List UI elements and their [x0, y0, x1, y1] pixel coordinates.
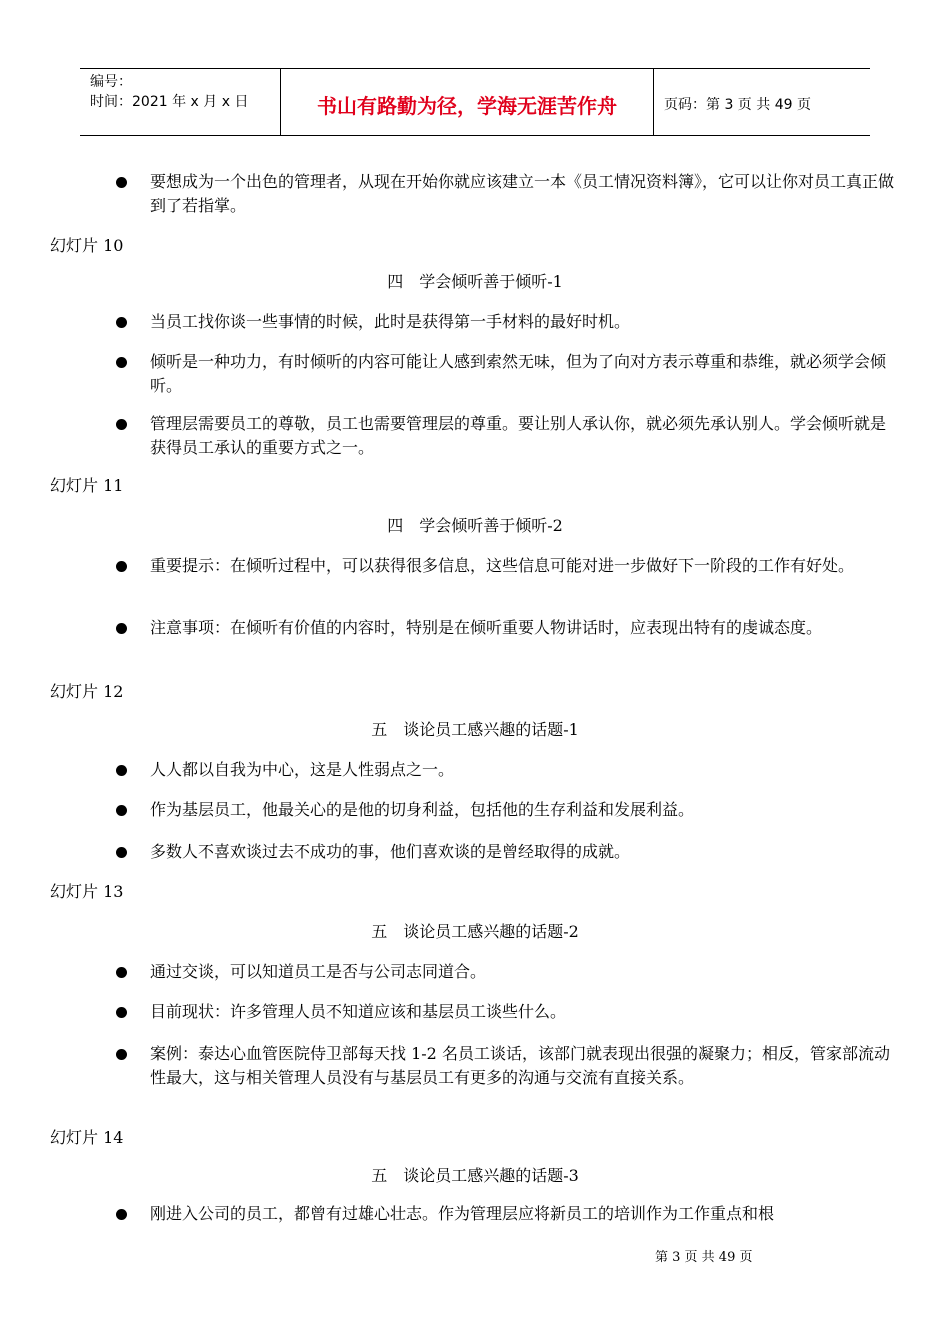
bullet-icon	[116, 1209, 127, 1220]
section-title: 五 谈论员工感兴趣的话题-3	[371, 1166, 579, 1185]
bullet-text: 多数人不喜欢谈过去不成功的事，他们喜欢谈的是曾经取得的成就。	[150, 842, 631, 861]
bullet-text: 目前现状：许多管理人员不知道应该和基层员工谈些什么。	[150, 1002, 567, 1021]
bullet-icon	[116, 1007, 127, 1018]
bullet-icon	[116, 1049, 127, 1060]
header-meta	[80, 69, 281, 135]
section-title: 四 学会倾听善于倾听-1	[387, 272, 563, 291]
bullet-item	[116, 840, 900, 864]
header-motto: 书山有路勤为径，学海无涯苦作舟	[281, 69, 654, 135]
bullet-icon	[116, 765, 127, 776]
bullet-text: 案例：泰达心血管医院侍卫部每天找 1-2 名员工谈话，该部门就表现出很强的凝聚力；相反，管家部流动性最大，这与相关管理人员没有与基层员工有更多的沟通与交流有直接关系。	[150, 1044, 890, 1087]
section-title: 五 谈论员工感兴趣的话题-1	[371, 720, 579, 739]
bullet-icon	[116, 561, 127, 572]
bullet-item	[116, 1000, 900, 1024]
bullet-icon	[116, 847, 127, 858]
bullet-icon	[116, 419, 127, 430]
bullet-text: 倾听是一种功力，有时倾听的内容可能让人感到索然无味，但为了向对方表示尊重和恭维，就必须学会倾听。	[150, 352, 887, 395]
section-title: 五 谈论员工感兴趣的话题-2	[371, 922, 579, 941]
bullet-item	[116, 1202, 900, 1226]
header-page-info: 页码：第 3 页 共 49 页	[664, 97, 811, 113]
slide-label: 幻灯片 14	[50, 1128, 124, 1147]
bullet-text: 作为基层员工，他最关心的是他的切身利益，包括他的生存利益和发展利益。	[150, 800, 695, 819]
bullet-item	[116, 798, 900, 822]
bullet-icon	[116, 805, 127, 816]
bullet-item	[116, 758, 900, 782]
bullet-icon	[116, 623, 127, 634]
page-header	[80, 68, 870, 136]
bullet-icon	[116, 317, 127, 328]
bullet-text: 要想成为一个出色的管理者，从现在开始你就应该建立一本《员工情况资料簿》，它可以让你对员工真正做到了若指掌。	[150, 172, 895, 215]
bullet-item	[116, 412, 900, 460]
bullet-text: 注意事项：在倾听有价值的内容时，特别是在倾听重要人物讲话时，应表现出特有的虔诚态度。	[150, 618, 823, 637]
bullet-item	[116, 1042, 900, 1090]
bullet-item	[116, 960, 900, 984]
bullet-icon	[116, 177, 127, 188]
doc-date: 时间：2021 年 x 月 x 日	[90, 94, 249, 110]
slide-label: 幻灯片 13	[50, 882, 124, 901]
bullet-text: 通过交谈，可以知道员工是否与公司志同道合。	[150, 962, 487, 981]
slide-label: 幻灯片 10	[50, 236, 124, 255]
bullet-text: 当员工找你谈一些事情的时候，此时是获得第一手材料的最好时机。	[150, 312, 631, 331]
slide-label: 幻灯片 12	[50, 682, 124, 701]
bullet-text: 重要提示：在倾听过程中，可以获得很多信息，这些信息可能对进一步做好下一阶段的工作有好处。	[150, 556, 855, 575]
bullet-item	[116, 554, 900, 578]
page-footer: 第 3 页 共 49 页	[655, 1250, 753, 1265]
section-title: 四 学会倾听善于倾听-2	[387, 516, 563, 535]
bullet-icon	[116, 357, 127, 368]
bullet-item	[116, 350, 900, 398]
bullet-item	[116, 310, 900, 334]
bullet-text: 管理层需要员工的尊敬，员工也需要管理层的尊重。要让别人承认你，就必须先承认别人。学会倾听就是获得员工承认的重要方式之一。	[150, 414, 887, 457]
bullet-icon	[116, 967, 127, 978]
bullet-item	[116, 616, 900, 640]
doc-code-label: 编号：	[90, 74, 132, 90]
bullet-item	[116, 170, 900, 218]
slide-label: 幻灯片 11	[50, 476, 124, 495]
bullet-text: 人人都以自我为中心，这是人性弱点之一。	[150, 760, 455, 779]
bullet-text: 刚进入公司的员工，都曾有过雄心壮志。作为管理层应将新员工的培训作为工作重点和根	[150, 1204, 775, 1223]
